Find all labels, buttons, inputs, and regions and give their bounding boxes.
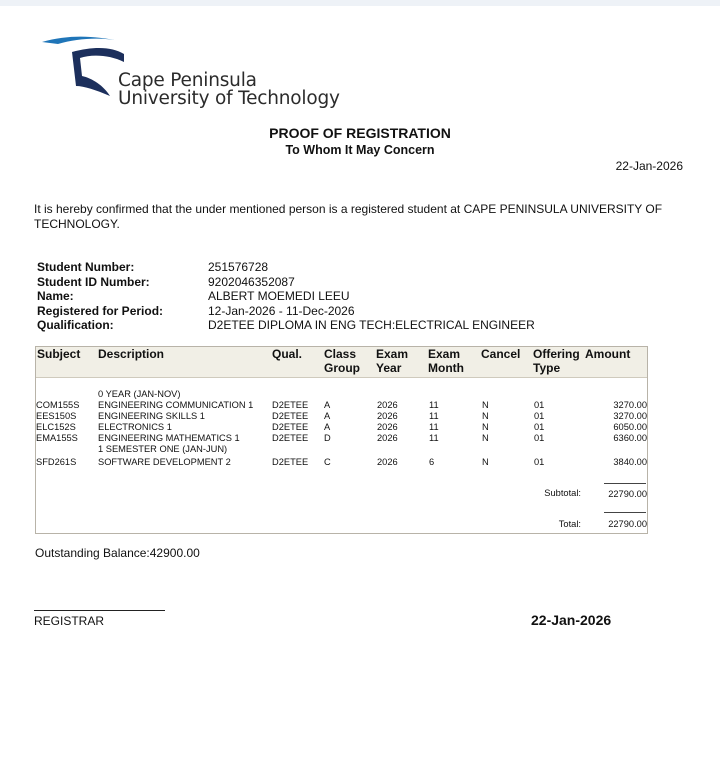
- info-label: Qualification:: [37, 318, 114, 333]
- cell-subject: EES150S: [36, 411, 77, 421]
- cell-month: 11: [429, 422, 439, 432]
- cell-year: 2026: [377, 411, 398, 421]
- cell-offering: 01: [534, 400, 545, 410]
- header-amount: Amount: [585, 347, 631, 361]
- page-subtitle: To Whom It May Concern: [285, 143, 435, 157]
- cell-qual: D2ETEE: [272, 457, 309, 467]
- document-date: 22-Jan-2026: [615, 159, 683, 173]
- cell-class: A: [324, 411, 331, 421]
- cell-description: SOFTWARE DEVELOPMENT 2: [98, 457, 231, 467]
- cell-amount: 6360.00: [613, 433, 647, 443]
- info-value: ALBERT MOEMEDI LEEU: [208, 289, 350, 304]
- logo-line-1: Cape Peninsula: [118, 70, 257, 91]
- subtotal-label: Subtotal:: [544, 488, 581, 498]
- cell-class: A: [324, 422, 331, 432]
- info-value: 9202046352087: [208, 274, 295, 289]
- header-subject: Subject: [37, 347, 81, 361]
- cell-subject: EMA155S: [36, 433, 78, 443]
- info-label: Student Number:: [37, 260, 135, 274]
- cell-offering: 01: [534, 457, 545, 467]
- top-bar: [0, 0, 720, 6]
- logo-swoosh-blue: [42, 37, 120, 44]
- cell-cancel: N: [482, 422, 489, 432]
- cell-class: D: [324, 433, 331, 443]
- cell-offering: 01: [534, 411, 545, 421]
- info-row: [37, 304, 535, 319]
- cell-amount: 3270.00: [613, 411, 647, 421]
- cell-qual: D2ETEE: [272, 422, 309, 432]
- signature-line: [34, 610, 165, 611]
- cell-qual: D2ETEE: [272, 411, 309, 421]
- logo-line-2: University of Technology: [118, 88, 340, 109]
- cell-cancel: N: [482, 433, 489, 443]
- cell-offering: 01: [534, 433, 545, 443]
- table-header: [36, 347, 647, 378]
- header-description: Description: [98, 347, 165, 361]
- cell-qual: D2ETEE: [272, 400, 309, 410]
- cell-description: ENGINEERING COMMUNICATION 1: [98, 400, 254, 410]
- outstanding-balance: Outstanding Balance:42900.00: [35, 546, 200, 560]
- info-row: [37, 318, 535, 333]
- page-title: PROOF OF REGISTRATION: [269, 125, 451, 141]
- confirmation-text: It is hereby confirmed that the under mentioned person is a registered student at CAPE PENINSULA UNIVERSITY OF TECHNOLOGY.: [34, 202, 663, 231]
- cell-subject: SFD261S: [36, 457, 77, 467]
- cell-amount: 3840.00: [613, 457, 647, 467]
- logo-swoosh-navy: [72, 48, 124, 96]
- cell-cancel: N: [482, 457, 489, 467]
- info-value: D2ETEE DIPLOMA IN ENG TECH:ELECTRICAL ENGINEER: [208, 318, 535, 333]
- cell-month: 11: [429, 433, 439, 443]
- subtotal-rule: [604, 483, 646, 484]
- cell-qual: D2ETEE: [272, 433, 309, 443]
- cell-class: C: [324, 457, 331, 467]
- info-label: Registered for Period:: [37, 303, 164, 318]
- period-label: 0 YEAR (JAN-NOV): [98, 389, 181, 399]
- cell-description: ELECTRONICS 1: [98, 422, 172, 432]
- cell-subject: ELC152S: [36, 422, 76, 432]
- info-value: 12-Jan-2026 - 11-Dec-2026: [208, 303, 355, 318]
- cell-month: 6: [429, 457, 435, 467]
- cell-cancel: N: [482, 400, 489, 410]
- total-rule: [604, 512, 646, 513]
- header-class-group: Class Group: [324, 347, 360, 375]
- header-exam-month: Exam Month: [428, 347, 464, 375]
- cell-year: 2026: [377, 422, 398, 432]
- header-qual: Qual.: [272, 347, 303, 361]
- cell-description: ENGINEERING SKILLS 1: [98, 411, 205, 421]
- cell-cancel: N: [482, 411, 489, 421]
- info-label: Student ID Number:: [37, 274, 150, 289]
- cell-amount: 3270.00: [613, 400, 647, 410]
- cell-subject: COM155S: [36, 400, 80, 410]
- cell-year: 2026: [377, 400, 398, 410]
- cell-month: 11: [429, 400, 439, 410]
- header-cancel: Cancel: [481, 347, 521, 361]
- logo-text: [118, 72, 340, 108]
- cell-offering: 01: [534, 422, 545, 432]
- cell-class: A: [324, 400, 331, 410]
- registrar-label: REGISTRAR: [34, 614, 105, 628]
- cell-month: 11: [429, 411, 439, 421]
- period-label: 1 SEMESTER ONE (JAN-JUN): [98, 444, 228, 454]
- cell-description: ENGINEERING MATHEMATICS 1: [98, 433, 240, 443]
- registration-table: [35, 346, 648, 534]
- subtotal-value: 22790.00: [608, 489, 647, 499]
- cell-year: 2026: [377, 433, 398, 443]
- header-exam-year: Exam Year: [376, 347, 409, 375]
- info-row: [37, 275, 535, 290]
- footer-date: 22-Jan-2026: [531, 612, 612, 628]
- info-row: [37, 289, 535, 304]
- cell-year: 2026: [377, 457, 398, 467]
- info-row: [37, 260, 535, 275]
- info-value: 251576728: [208, 260, 269, 274]
- total-label: Total:: [558, 519, 581, 529]
- total-value: 22790.00: [608, 519, 647, 529]
- student-info: [37, 260, 535, 333]
- info-label: Name:: [37, 289, 74, 304]
- header-offering-type: Offering Type: [533, 347, 580, 375]
- cell-amount: 6050.00: [613, 422, 647, 432]
